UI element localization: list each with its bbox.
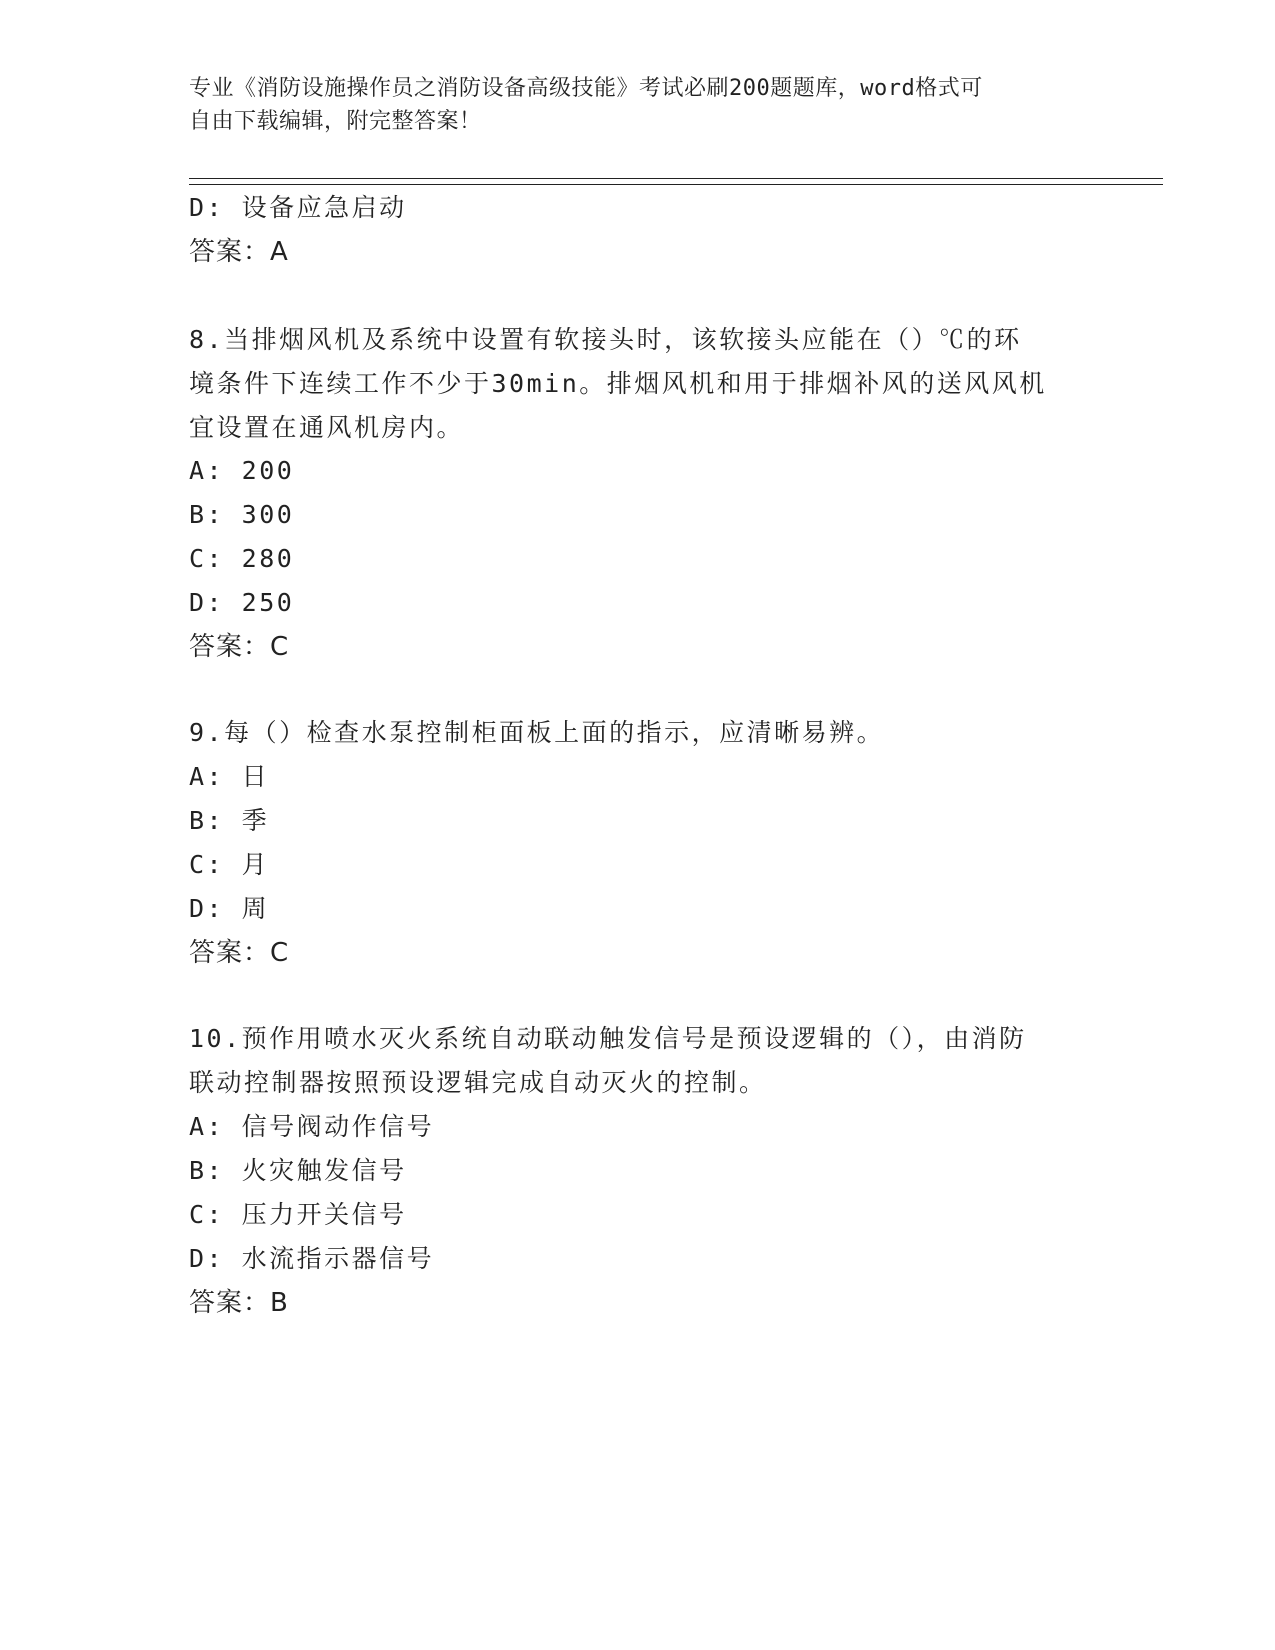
question-9-option-a: A: 日 bbox=[189, 762, 270, 791]
question-10-option-d: D: 水流指示器信号 bbox=[189, 1244, 435, 1273]
question-10-option-c: C: 压力开关信号 bbox=[189, 1200, 407, 1229]
question-8-option-d: D: 250 bbox=[189, 588, 295, 617]
question-8-answer: 答案：C bbox=[189, 632, 290, 662]
question-8-option-a: A: 200 bbox=[189, 456, 295, 485]
question-9-answer: 答案：C bbox=[189, 938, 290, 968]
question-10-option-b: B: 火灾触发信号 bbox=[189, 1156, 407, 1185]
page-header bbox=[189, 72, 1089, 138]
question-9-option-d: D: 周 bbox=[189, 894, 270, 923]
question-9-option-b: B: 季 bbox=[189, 806, 270, 835]
question-8-option-b: B: 300 bbox=[189, 500, 295, 529]
question-8-text-line-2: 境条件下连续工作不少于30min。排烟风机和用于排烟补风的送风风机 bbox=[189, 369, 1047, 398]
header-line-2: 自由下载编辑，附完整答案！ bbox=[189, 109, 482, 134]
question-8-text-line-3: 宜设置在通风机房内。 bbox=[189, 413, 465, 442]
question-8-text-line-1: 8.当排烟风机及系统中设置有软接头时，该软接头应能在（）℃的环 bbox=[189, 325, 1022, 354]
header-divider-top bbox=[189, 178, 1163, 179]
question-10-answer: 答案：B bbox=[189, 1288, 289, 1318]
header-line-1: 专业《消防设施操作员之消防设备高级技能》考试必刷200题题库，word格式可 bbox=[189, 76, 983, 101]
question-9-option-c: C: 月 bbox=[189, 850, 270, 879]
question-10-text-line-1: 10.预作用喷水灭火系统自动联动触发信号是预设逻辑的（），由消防 bbox=[189, 1024, 1027, 1053]
question-9-text-line-1: 9.每（）检查水泵控制柜面板上面的指示，应清晰易辨。 bbox=[189, 718, 885, 747]
question-10-text-line-2: 联动控制器按照预设逻辑完成自动灭火的控制。 bbox=[189, 1068, 767, 1097]
header-divider-bottom bbox=[189, 184, 1163, 185]
prev-answer: 答案：A bbox=[189, 237, 289, 267]
prev-option-d: D: 设备应急启动 bbox=[189, 193, 407, 222]
question-10-option-a: A: 信号阀动作信号 bbox=[189, 1112, 435, 1141]
question-8-option-c: C: 280 bbox=[189, 544, 295, 573]
